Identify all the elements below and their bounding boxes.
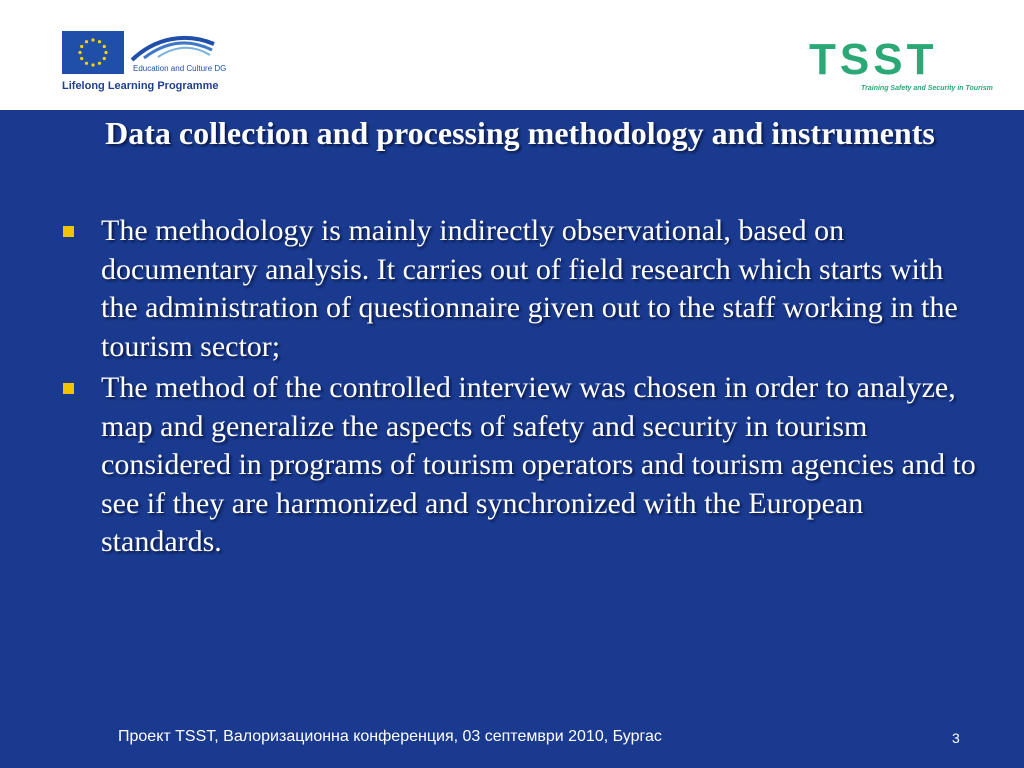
swoosh-icon	[130, 30, 216, 64]
bullet-item	[60, 369, 980, 562]
bullet-list	[60, 212, 980, 565]
bullet-text: The method of the controlled interview was chosen in order to analyze, map and generalize the aspects of safety and security in tourism considered in programs of tourism operators and tourism agencies and to see if they are harmonized and synchronized with the European standards.	[101, 371, 976, 558]
eu-flag-icon	[62, 31, 124, 74]
tsst-logo	[809, 35, 993, 103]
square-bullet-icon	[63, 383, 74, 394]
slide-title: Data collection and processing methodology and instruments	[105, 115, 935, 151]
dg-label: Education and Culture DG	[133, 64, 227, 73]
bullet-text: The methodology is mainly indirectly observational, based on documentary analysis. It carries out of field research which starts with the administration of questionnaire given out to the staff working in the tourism sector;	[101, 214, 958, 363]
programme-label: Lifelong Learning Programme	[62, 80, 219, 92]
footer-text: Проект TSST, Валоризационна конференция, 03 септември 2010, Бургас	[118, 728, 662, 745]
page-number: 3	[952, 730, 960, 746]
square-bullet-icon	[63, 226, 74, 237]
tsst-logo-letters: TSST	[809, 35, 938, 84]
header-banner	[0, 0, 1024, 110]
tsst-logo-tagline: Training Safety and Security in Tourism	[861, 85, 993, 92]
bullet-item	[60, 212, 980, 366]
